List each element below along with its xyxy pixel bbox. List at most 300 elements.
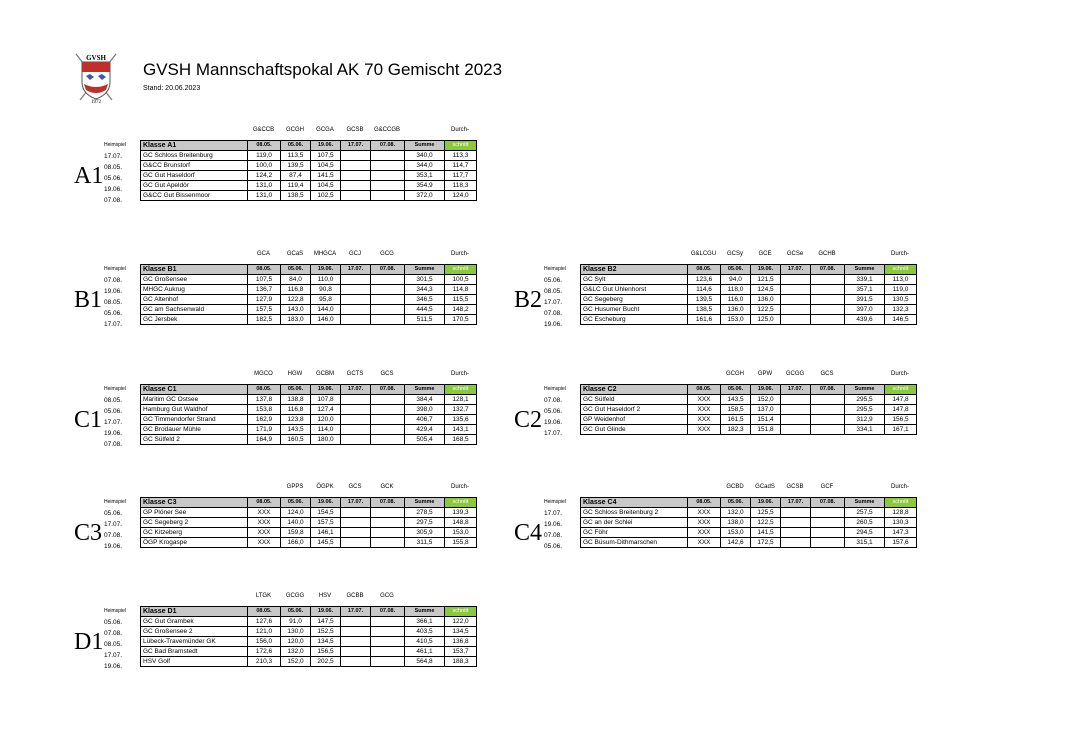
round-score: XXX (688, 528, 721, 538)
round-score: XXX (688, 405, 721, 415)
table-row (141, 161, 477, 171)
round-score (341, 538, 371, 548)
round-score: 154,5 (311, 508, 341, 518)
abbr-5: GCF (820, 484, 834, 490)
summe-value: 406,7 (405, 415, 445, 425)
round-score: 152,5 (311, 627, 341, 637)
round-date-header: 08.05. (248, 498, 281, 508)
club-name: G&CC Brunstorf (141, 161, 248, 171)
table-row (141, 415, 477, 425)
summe-value: 295,5 (845, 405, 885, 415)
round-score: 180,0 (311, 435, 341, 445)
table-row (141, 617, 477, 627)
heimspiel-label: Heimspiel (104, 499, 126, 505)
round-date-header: 05.06. (281, 607, 311, 617)
summe-value: 403,5 (405, 627, 445, 637)
group-label: D1 (74, 629, 104, 655)
summe-value: 511,5 (405, 315, 445, 325)
heimspiel-label: Heimspiel (544, 386, 566, 392)
summe-value: 340,0 (405, 151, 445, 161)
club-name: Maritim GC Ostsee (141, 395, 248, 405)
standings-table (580, 497, 917, 548)
round-score: 116,8 (281, 285, 311, 295)
standings-table (140, 384, 477, 445)
abbr-4: GCSe (786, 251, 804, 257)
heimspiel-date: 08.05. (544, 288, 563, 295)
round-score: XXX (688, 415, 721, 425)
round-score: 156,0 (248, 637, 281, 647)
heimspiel-date: 19.06. (104, 288, 123, 295)
round-score: XXX (248, 538, 281, 548)
group-c1 (74, 370, 504, 470)
heimspiel-dates (544, 275, 562, 330)
summe-value: 391,5 (845, 295, 885, 305)
heimspiel-label: Heimspiel (104, 608, 126, 614)
round-score: 138,8 (281, 395, 311, 405)
round-score: 127,6 (248, 617, 281, 627)
heimspiel-date: 17.07. (544, 430, 563, 437)
round-score (811, 285, 845, 295)
group-a1 (74, 126, 504, 226)
durchschnitt-value: 168,5 (445, 435, 477, 445)
summe-value: 305,9 (405, 528, 445, 538)
table-row (141, 518, 477, 528)
klasse-title: Klasse B1 (141, 265, 248, 275)
round-date-header: 08.05. (248, 385, 281, 395)
durchschnitt-header: schnitt (885, 498, 917, 508)
club-name: GC Escheburg (581, 315, 688, 325)
round-score (341, 415, 371, 425)
table-row (581, 528, 917, 538)
round-date-header: 07.08. (811, 498, 845, 508)
round-score: 141,5 (311, 171, 341, 181)
round-score (781, 405, 811, 415)
abbr-2: GPPS (286, 484, 304, 490)
round-score: 183,0 (281, 315, 311, 325)
table-row (141, 508, 477, 518)
abbr-3: MHGCA (313, 251, 337, 257)
round-score: 90,8 (311, 285, 341, 295)
round-score: 159,8 (281, 528, 311, 538)
club-name: GC Timmendorfer Strand (141, 415, 248, 425)
round-score: 124,2 (248, 171, 281, 181)
round-score: 137,8 (248, 395, 281, 405)
round-score (811, 425, 845, 435)
heimspiel-label: Heimspiel (104, 386, 126, 392)
round-score: 127,9 (248, 295, 281, 305)
durchschnitt-value: 130,3 (885, 518, 917, 528)
heimspiel-label: Heimspiel (104, 266, 126, 272)
group-label: C4 (514, 520, 543, 546)
table-row (141, 315, 477, 325)
abbr-1: GCA (256, 251, 270, 257)
round-date-header: 17.07. (341, 385, 371, 395)
summe-value: 564,8 (405, 657, 445, 667)
round-score (781, 538, 811, 548)
round-date-header: 05.06. (721, 498, 751, 508)
group-d1 (74, 592, 504, 692)
round-score: 122,5 (751, 305, 781, 315)
round-score (811, 518, 845, 528)
heimspiel-date: 07.08. (104, 197, 123, 204)
round-score: 125,0 (751, 315, 781, 325)
durchschnitt-value: 113,3 (445, 151, 477, 161)
club-name: GC Sülfeld 2 (141, 435, 248, 445)
durchschnitt-value: 147,8 (885, 405, 917, 415)
club-name: GC Gut Grambek (141, 617, 248, 627)
durchschnitt-value: 114,8 (445, 285, 477, 295)
round-score: 124,5 (751, 285, 781, 295)
club-name: GC Gut Haseldorf 2 (581, 405, 688, 415)
round-score: 138,5 (688, 305, 721, 315)
round-score: XXX (248, 528, 281, 538)
round-score (371, 518, 405, 528)
summe-header: Summe (845, 385, 885, 395)
durchschnitt-value: 170,5 (445, 315, 477, 325)
table-row (141, 425, 477, 435)
standings-table (580, 264, 917, 325)
round-score: 119,4 (281, 181, 311, 191)
summe-value: 260,5 (845, 518, 885, 528)
round-score: 162,9 (248, 415, 281, 425)
round-date-header: 05.06. (281, 385, 311, 395)
standings-table (580, 384, 917, 435)
round-score (811, 415, 845, 425)
standings-table (140, 606, 477, 667)
round-score: 143,0 (281, 305, 311, 315)
round-score (781, 508, 811, 518)
round-score: 140,0 (281, 518, 311, 528)
round-score: 121,0 (248, 627, 281, 637)
round-date-header: 19.06. (751, 385, 781, 395)
round-score (371, 151, 405, 161)
stand-date: Stand: 20.06.2023 (143, 85, 201, 92)
round-score: 171,9 (248, 425, 281, 435)
heimspiel-date: 08.05. (104, 164, 123, 171)
durchschnitt-value: 130,5 (885, 295, 917, 305)
klasse-title: Klasse C4 (581, 498, 688, 508)
klasse-title: Klasse C3 (141, 498, 248, 508)
table-row (581, 518, 917, 528)
round-score (371, 528, 405, 538)
round-score: 160,5 (281, 435, 311, 445)
table-row (141, 285, 477, 295)
round-score (371, 425, 405, 435)
round-score: 182,5 (248, 315, 281, 325)
abbr-1: MGCO (254, 371, 273, 377)
table-row (581, 295, 917, 305)
table-header-row (141, 385, 477, 395)
round-score: 142,6 (721, 538, 751, 548)
abbr-4: GCS (348, 484, 362, 490)
klasse-title: Klasse A1 (141, 141, 248, 151)
durchschnitt-value: 153,7 (445, 647, 477, 657)
group-label: C2 (514, 407, 543, 433)
page-title: GVSH Mannschaftspokal AK 70 Gemischt 2023 (143, 60, 503, 79)
round-score: 130,0 (281, 627, 311, 637)
club-name: GC Altenhof (141, 295, 248, 305)
durchschnitt-value: 117,7 (445, 171, 477, 181)
round-date-header: 08.05. (248, 607, 281, 617)
group-b1 (74, 250, 504, 350)
round-score: 132,0 (721, 508, 751, 518)
round-date-header: 08.05. (688, 498, 721, 508)
round-score (341, 305, 371, 315)
round-score (811, 395, 845, 405)
heimspiel-date: 07.08. (104, 630, 123, 637)
heimspiel-date: 05.06. (104, 619, 123, 626)
club-name: Lübeck-Travemünder GK (141, 637, 248, 647)
heimspiel-date: 19.06. (104, 430, 123, 437)
summe-value: 301,5 (405, 275, 445, 285)
round-score: 122,5 (751, 518, 781, 528)
durchschnitt-value: 136,8 (445, 637, 477, 647)
heimspiel-date: 19.06. (544, 321, 563, 328)
table-header-row (581, 265, 917, 275)
round-score: 91,0 (281, 617, 311, 627)
round-score: 202,5 (311, 657, 341, 667)
round-score: 100,0 (248, 161, 281, 171)
abbr-4: GCGG (785, 371, 805, 377)
round-score: 152,0 (281, 657, 311, 667)
club-name: GC Schloss Breitenburg (141, 151, 248, 161)
round-score: 158,5 (721, 405, 751, 415)
table-row (581, 305, 917, 315)
heimspiel-date: 05.06. (544, 408, 563, 415)
abbr-3: GPW (757, 371, 773, 377)
klasse-title: Klasse C2 (581, 385, 688, 395)
club-name: GC Gut Haseldorf (141, 171, 248, 181)
round-score: 107,8 (311, 395, 341, 405)
round-score (371, 637, 405, 647)
club-name: GC Sylt (581, 275, 688, 285)
round-score: 138,0 (721, 518, 751, 528)
table-row (141, 647, 477, 657)
abbr-3: GCadS (755, 484, 775, 490)
round-score (781, 425, 811, 435)
round-score: 151,8 (751, 425, 781, 435)
table-row (141, 181, 477, 191)
club-name: HSV Golf (141, 657, 248, 667)
round-date-header: 07.08. (371, 498, 405, 508)
round-score (371, 617, 405, 627)
club-name: GC am Sachsenwald (141, 305, 248, 315)
club-name: GC Segeberg 2 (141, 518, 248, 528)
round-score (371, 191, 405, 201)
summe-header: Summe (845, 498, 885, 508)
table-row (581, 425, 917, 435)
abbr-4: GCSB (786, 484, 804, 490)
summe-value: 444,5 (405, 305, 445, 315)
round-score: 114,6 (688, 285, 721, 295)
abbr-5: GCS (820, 371, 834, 377)
round-score (341, 425, 371, 435)
heimspiel-date: 07.08. (104, 532, 123, 539)
heimspiel-date: 17.07. (544, 299, 563, 306)
round-score (341, 395, 371, 405)
round-score (371, 538, 405, 548)
table-row (581, 285, 917, 295)
heimspiel-date: 19.06. (104, 663, 123, 670)
round-date-header: 17.07. (781, 385, 811, 395)
heimspiel-date: 05.06. (104, 408, 123, 415)
heimspiel-dates (104, 508, 122, 552)
round-score (371, 181, 405, 191)
heimspiel-date: 19.06. (104, 543, 123, 550)
round-score (811, 315, 845, 325)
round-score (371, 415, 405, 425)
round-date-header: 17.07. (341, 141, 371, 151)
round-score (341, 191, 371, 201)
abbr-5: G&CCGB (373, 127, 400, 133)
round-score: 153,0 (721, 315, 751, 325)
round-score: 146,1 (311, 528, 341, 538)
round-score: 113,5 (281, 151, 311, 161)
group-label: B1 (74, 287, 103, 313)
summe-header: Summe (845, 265, 885, 275)
heimspiel-date: 17.07. (544, 510, 563, 517)
round-score (371, 161, 405, 171)
durchschnitt-label-top: Durch- (890, 371, 909, 377)
heimspiel-date: 07.08. (544, 532, 563, 539)
round-score: 156,5 (311, 647, 341, 657)
round-score: XXX (248, 518, 281, 528)
heimspiel-label: Heimspiel (544, 499, 566, 505)
round-score (341, 627, 371, 637)
table-header-row (141, 265, 477, 275)
round-date-header: 07.08. (811, 385, 845, 395)
durchschnitt-value: 114,7 (445, 161, 477, 171)
round-date-header: 07.08. (371, 385, 405, 395)
round-score (341, 617, 371, 627)
round-date-header: 07.08. (811, 265, 845, 275)
heimspiel-dates (544, 508, 562, 552)
table-row (141, 538, 477, 548)
round-score: 95,8 (311, 295, 341, 305)
durchschnitt-value: 148,2 (445, 305, 477, 315)
durchschnitt-value: 128,8 (885, 508, 917, 518)
round-score: 120,0 (281, 637, 311, 647)
club-name: GC Jersbek (141, 315, 248, 325)
round-score (781, 275, 811, 285)
durchschnitt-value: 167,1 (885, 425, 917, 435)
durchschnitt-value: 139,3 (445, 508, 477, 518)
summe-value: 398,0 (405, 405, 445, 415)
summe-value: 257,5 (845, 508, 885, 518)
durchschnitt-value: 100,5 (445, 275, 477, 285)
abbr-5: GCG (380, 593, 394, 599)
summe-value: 278,5 (405, 508, 445, 518)
round-score (781, 315, 811, 325)
round-score: 94,0 (721, 275, 751, 285)
durchschnitt-value: 148,8 (445, 518, 477, 528)
round-score (341, 285, 371, 295)
round-score (371, 315, 405, 325)
round-score: 139,5 (688, 295, 721, 305)
table-row (581, 275, 917, 285)
durchschnitt-value: 146,5 (885, 315, 917, 325)
round-date-header: 05.06. (281, 265, 311, 275)
round-score: 114,0 (311, 425, 341, 435)
round-score: 172,5 (751, 538, 781, 548)
durchschnitt-value: 119,0 (885, 285, 917, 295)
summe-value: 439,6 (845, 315, 885, 325)
round-score: 134,5 (311, 637, 341, 647)
durchschnitt-value: 132,7 (445, 405, 477, 415)
round-score (341, 171, 371, 181)
round-score (781, 395, 811, 405)
abbr-1: LTGK (255, 593, 272, 599)
round-date-header: 19.06. (751, 265, 781, 275)
round-score (371, 171, 405, 181)
summe-value: 461,1 (405, 647, 445, 657)
heimspiel-date: 17.07. (104, 153, 123, 160)
round-score: 110,0 (311, 275, 341, 285)
durchschnitt-header: schnitt (885, 265, 917, 275)
round-score: XXX (248, 508, 281, 518)
round-score (341, 508, 371, 518)
round-score: 107,5 (248, 275, 281, 285)
abbr-5: GCHB (818, 251, 836, 257)
round-score (341, 161, 371, 171)
heimspiel-date: 17.07. (104, 321, 123, 328)
svg-text:1972: 1972 (91, 100, 101, 104)
heimspiel-dates (104, 275, 122, 330)
heimspiel-date: 07.08. (544, 310, 563, 317)
round-score: 146,0 (311, 315, 341, 325)
round-date-header: 19.06. (311, 141, 341, 151)
round-score: 122,8 (281, 295, 311, 305)
round-score: 120,0 (311, 415, 341, 425)
round-score (341, 528, 371, 538)
table-row (581, 415, 917, 425)
round-score: 104,5 (311, 181, 341, 191)
club-name: GC Großensee 2 (141, 627, 248, 637)
abbr-5: GCG (380, 251, 394, 257)
round-score: 153,8 (248, 405, 281, 415)
heimspiel-date: 08.05. (104, 397, 123, 404)
durchschnitt-label-top: Durch- (450, 127, 469, 133)
summe-value: 410,5 (405, 637, 445, 647)
club-name: GC Föhr (581, 528, 688, 538)
heimspiel-date: 07.08. (104, 277, 123, 284)
durchschnitt-value: 155,8 (445, 538, 477, 548)
heimspiel-date: 19.06. (544, 521, 563, 528)
table-row (141, 171, 477, 181)
summe-value: 344,3 (405, 285, 445, 295)
round-score: 137,0 (751, 405, 781, 415)
table-row (141, 151, 477, 161)
abbr-1: G&CCB (252, 127, 275, 133)
svg-text:GVSH: GVSH (86, 54, 106, 62)
round-score: 145,5 (311, 538, 341, 548)
round-score: 102,5 (311, 191, 341, 201)
abbr-4: GCTS (346, 371, 364, 377)
heimspiel-date: 05.06. (544, 543, 563, 550)
round-score (341, 647, 371, 657)
heimspiel-dates (544, 395, 562, 439)
summe-header: Summe (405, 607, 445, 617)
gvsh-logo (72, 52, 120, 104)
round-score: XXX (688, 508, 721, 518)
durchschnitt-value: 115,5 (445, 295, 477, 305)
summe-value: 354,9 (405, 181, 445, 191)
round-score: 143,5 (721, 395, 751, 405)
durchschnitt-header: schnitt (445, 607, 477, 617)
round-score: 166,0 (281, 538, 311, 548)
round-score (781, 528, 811, 538)
club-name: GC Segeberg (581, 295, 688, 305)
